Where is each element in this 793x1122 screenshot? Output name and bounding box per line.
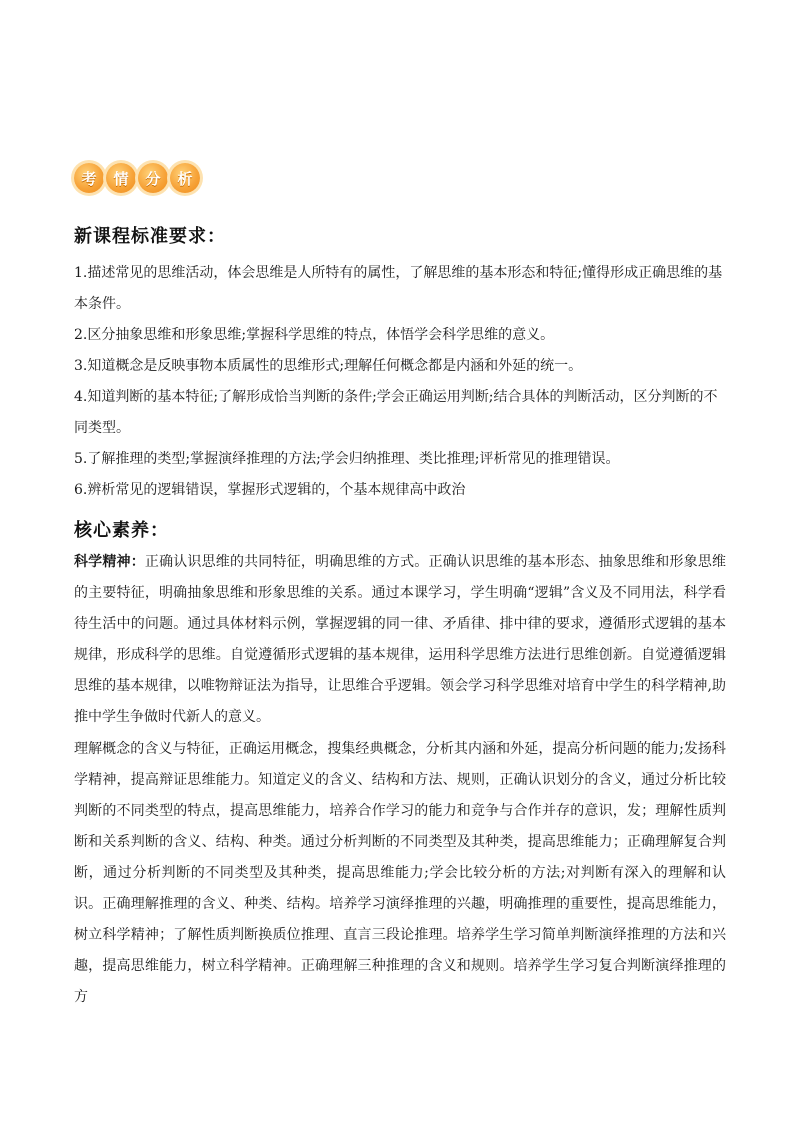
requirement-item: 1.描述常见的思维活动，体会思维是人所特有的属性，了解思维的基本形态和特征;懂得形成正确思维的基本条件。 bbox=[74, 265, 723, 312]
badge-char: 分 bbox=[138, 163, 168, 193]
requirement-item: 6.辨析常见的逻辑错误，掌握形式逻辑的，个基本规律高中政治 bbox=[74, 482, 466, 498]
requirement-item: 3.知道概念是反映事物本质属性的思维形式;理解任何概念都是内涵和外延的统一。 bbox=[74, 358, 583, 374]
requirement-item: 5.了解推理的类型;掌握演绎推理的方法;学会归纳推理、类比推理;评析常见的推理错误。 bbox=[74, 451, 620, 467]
requirement-item: 2.区分抽象思维和形象思维;掌握科学思维的特点，体悟学会科学思维的意义。 bbox=[74, 327, 555, 343]
requirement-item: 4.知道判断的基本特征;了解形成恰当判断的条件;学会正确运用判断;结合具体的判断活动，区分判断的不同类型。 bbox=[74, 389, 718, 436]
badge-char: 情 bbox=[106, 163, 136, 193]
paragraph-lead: 科学精神： bbox=[74, 554, 145, 570]
core-literacy-paragraph-1 bbox=[74, 547, 726, 733]
badge-char: 考 bbox=[74, 163, 104, 193]
paragraph-text: 正确认识思维的共同特征，明确思维的方式。正确认识思维的基本形态、抽象思维和形象思维的主要特征，明确抽象思维和形象思维的关系。通过本课学习，学生明确“逻辑”含义及不同用法，科学看待生活中的问题。通过具体材料示例，掌握逻辑的同一律、矛盾律、排中律的要求，遵循形式逻辑的基本规律，形成科学的思维。自觉遵循形式逻辑的基本规律，运用科学思维方法进行思维创新。自觉遵循逻辑思维的基本规律，以唯物辩证法为指导，让思维合乎逻辑。领会学习科学思维对培育中学生的科学精神,助推中学生争做时代新人的意义。 bbox=[74, 554, 726, 725]
requirement-list bbox=[74, 258, 726, 506]
core-literacy-paragraph-2: 理解概念的含义与特征，正确运用概念，搜集经典概念，分析其内涵和外延，提高分析问题的能力;发扬科学精神，提高辩证思维能力。知道定义的含义、结构和方法、规则，正确认识划分的含义，通过分析比较判断的不同类型的特点，提高思维能力，培养合作学习的能力和竞争与合作并存的意识，发；理解性质判断和关系判断的含义、结构、种类。通过分析判断的不同类型及其种类，提高思维能力；正确理解复合判断，通过分析判断的不同类型及其种类，提高思维能力;学会比较分析的方法;对判断有深入的理解和认识。正确理解推理的含义、种类、结构。培养学习演绎推理的兴趣，明确推理的重要性，提高思维能力，树立科学精神；了解性质判断换质位推理、直言三段论推理。培养学生学习简单判断演绎推理的方法和兴趣，提高思维能力，树立科学精神。正确理解三种推理的含义和规则。培养学生学习复合判断演绎推理的方 bbox=[74, 741, 726, 1005]
core-literacy-heading: 核心素养： bbox=[74, 520, 169, 541]
badge-char: 析 bbox=[170, 163, 200, 193]
section-badge bbox=[74, 160, 200, 196]
curriculum-standard-heading: 新课程标准要求： bbox=[74, 226, 226, 247]
